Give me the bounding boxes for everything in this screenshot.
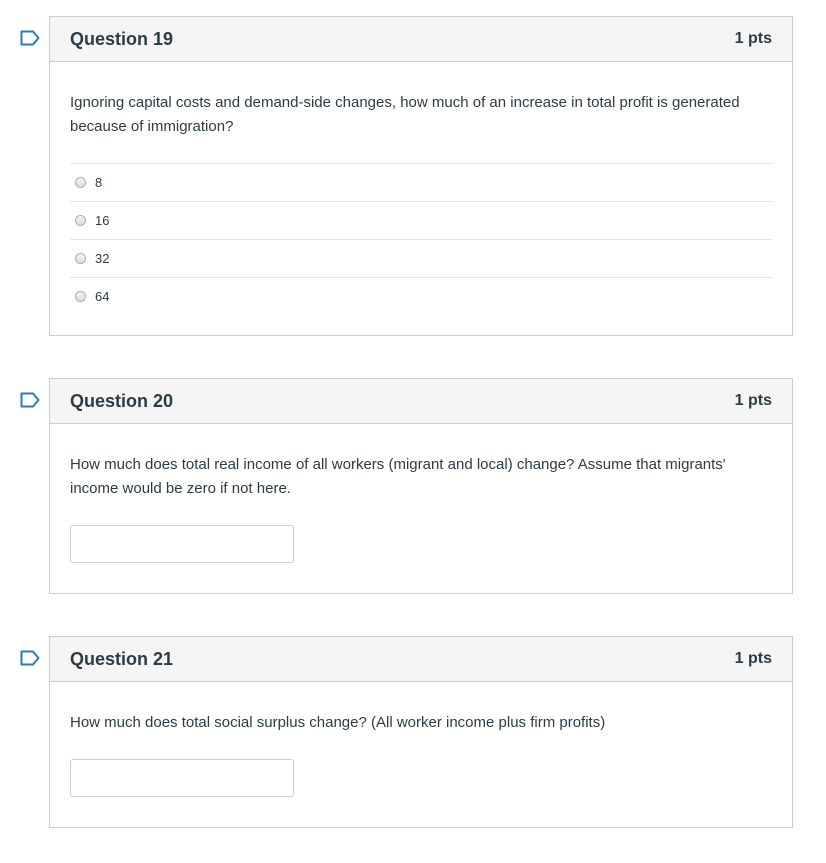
question-19-card (49, 16, 793, 336)
radio-button[interactable] (75, 215, 86, 226)
radio-button[interactable] (75, 291, 86, 302)
answer-label: 8 (95, 175, 103, 190)
question-21-card (49, 636, 793, 828)
question-points: 1 pts (734, 650, 772, 667)
question-19-header (50, 17, 792, 62)
answer-input[interactable] (70, 525, 294, 563)
question-points: 1 pts (734, 392, 772, 409)
answer-label: 64 (95, 289, 110, 304)
answer-option-32[interactable] (70, 240, 772, 278)
question-title: Question 19 (70, 28, 174, 49)
answer-option-64[interactable] (70, 278, 772, 315)
question-20-header (50, 379, 792, 424)
answer-option-8[interactable] (70, 164, 772, 202)
flag-question-21-icon[interactable] (20, 650, 40, 666)
question-text: Ignoring capital costs and demand-side changes, how much of an increase in total profit is generated because of immigration? (70, 94, 740, 135)
answer-list (70, 163, 772, 315)
answer-option-16[interactable] (70, 202, 772, 240)
question-text: How much does total real income of all workers (migrant and local) change? Assume that migrants' income would be zero if not here. (70, 456, 726, 497)
radio-button[interactable] (75, 253, 86, 264)
question-20-card (49, 378, 793, 594)
question-title: Question 21 (70, 648, 174, 669)
answer-input[interactable] (70, 759, 294, 797)
question-text: How much does total social surplus change? (All worker income plus firm profits) (70, 714, 606, 731)
flag-question-19-icon[interactable] (20, 30, 40, 46)
answer-label: 16 (95, 213, 110, 228)
radio-button[interactable] (75, 177, 86, 188)
question-title: Question 20 (70, 390, 174, 411)
answer-label: 32 (95, 251, 110, 266)
flag-question-20-icon[interactable] (20, 392, 40, 408)
question-points: 1 pts (734, 30, 772, 47)
question-21-header (50, 637, 792, 682)
